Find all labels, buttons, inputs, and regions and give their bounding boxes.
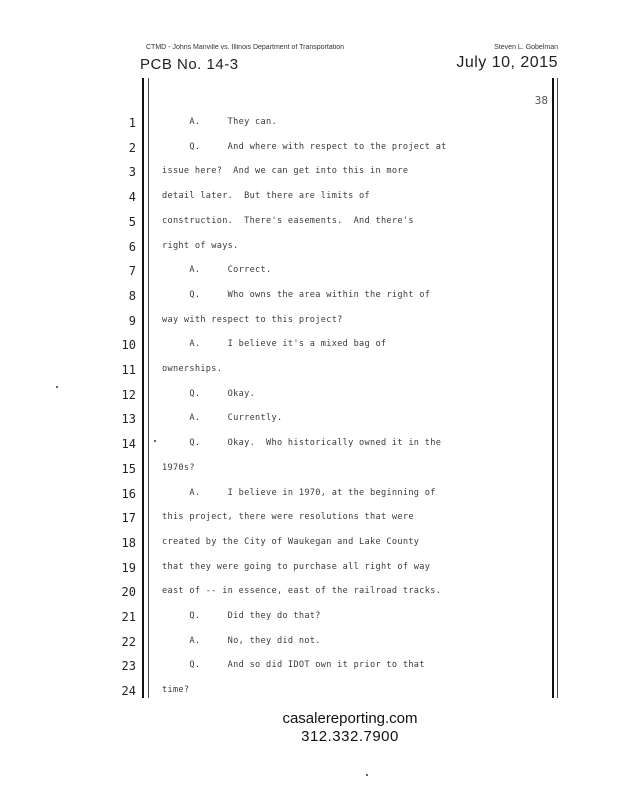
scan-speck xyxy=(154,440,156,442)
line-number: 5 xyxy=(128,214,136,229)
line-text: ownerships. xyxy=(162,364,223,374)
transcript-line xyxy=(0,437,618,461)
line-number: 10 xyxy=(121,338,136,353)
line-text: 1970s? xyxy=(162,462,195,473)
line-text: issue here? And we can get into this in more xyxy=(162,166,409,177)
scan-speck xyxy=(366,774,368,776)
line-number: 17 xyxy=(121,511,136,526)
line-text: A. I believe it's a mixed bag of xyxy=(162,339,387,350)
transcript-line xyxy=(0,165,618,189)
transcript-line xyxy=(0,659,618,683)
transcript-line xyxy=(0,412,618,436)
transcript-line xyxy=(0,240,618,264)
line-number: 22 xyxy=(121,634,136,649)
line-text: A. No, they did not. xyxy=(162,635,321,646)
line-text: detail later. But there are limits of xyxy=(162,191,371,202)
line-text: Q. Okay. Who historically owned it in the xyxy=(162,438,442,449)
line-number: 20 xyxy=(121,585,136,600)
line-number: 4 xyxy=(128,190,136,205)
line-text: A. They can. xyxy=(162,117,277,127)
line-number: 2 xyxy=(128,140,136,155)
case-caption: CTMD - Johns Manville vs. Illinois Department of Transportation xyxy=(146,44,345,51)
line-number: 7 xyxy=(128,264,136,279)
transcript-line xyxy=(0,462,618,486)
transcript-line xyxy=(0,289,618,313)
transcript-line xyxy=(0,338,618,362)
scan-speck xyxy=(56,386,58,388)
line-text: this project, there were resolutions that were xyxy=(162,512,414,523)
line-text: A. Correct. xyxy=(162,265,272,276)
line-number: 3 xyxy=(128,165,136,180)
line-number: 18 xyxy=(121,535,136,550)
transcript-line xyxy=(0,314,618,338)
line-number: 13 xyxy=(121,412,136,427)
line-text: Q. And where with respect to the project at xyxy=(162,141,447,152)
line-number: 21 xyxy=(121,610,136,624)
line-text: construction. There's easements. And there's xyxy=(162,215,414,226)
line-number: 16 xyxy=(121,486,136,501)
line-number: 12 xyxy=(121,387,136,402)
transcript-line xyxy=(0,610,618,634)
line-text: A. I believe in 1970, at the beginning of xyxy=(162,487,436,498)
transcript-date: July 10, 2015 xyxy=(456,54,558,71)
line-text: created by the City of Waukegan and Lake County xyxy=(162,536,420,547)
line-number: 19 xyxy=(121,560,136,575)
transcript-line xyxy=(0,511,618,535)
footer-phone: 312.332.7900 xyxy=(301,728,399,745)
footer-website: casalereporting.com xyxy=(282,710,418,727)
line-number: 23 xyxy=(121,659,136,674)
transcript-line xyxy=(0,141,618,165)
witness-name: Steven L. Gobelman xyxy=(494,44,558,51)
line-number: 24 xyxy=(121,684,136,699)
line-text: Q. Who owns the area within the right of xyxy=(162,289,431,300)
transcript-line xyxy=(0,536,618,560)
transcript-line xyxy=(0,388,618,412)
case-number: PCB No. 14-3 xyxy=(140,56,239,73)
line-text: time? xyxy=(162,685,190,696)
line-number: 8 xyxy=(128,288,136,303)
line-text: right of ways. xyxy=(162,240,239,251)
line-number: 9 xyxy=(128,313,136,328)
line-text: way with respect to this project? xyxy=(162,314,343,325)
line-text: A. Currently. xyxy=(162,413,283,424)
line-text: east of -- in essence, east of the railroad tracks. xyxy=(162,586,442,597)
line-text: that they were going to purchase all right of way xyxy=(162,561,431,572)
transcript-line xyxy=(0,363,618,387)
transcript-line xyxy=(0,585,618,609)
transcript-line xyxy=(0,684,618,708)
transcript-line xyxy=(0,561,618,585)
line-text: Q. Okay. xyxy=(162,388,256,399)
line-number: 1 xyxy=(128,116,136,130)
transcript-line xyxy=(0,264,618,288)
transcript-line xyxy=(0,215,618,239)
line-number: 15 xyxy=(121,461,136,476)
line-text: Q. Did they do that? xyxy=(162,611,321,621)
line-number: 14 xyxy=(121,437,136,452)
transcript-line xyxy=(0,116,618,140)
line-number: 11 xyxy=(121,363,136,377)
line-text: Q. And so did IDOT own it prior to that xyxy=(162,660,425,671)
transcript-line xyxy=(0,190,618,214)
line-number: 6 xyxy=(128,239,136,254)
transcript-line xyxy=(0,635,618,659)
page-number: 38 xyxy=(534,94,548,107)
transcript-line xyxy=(0,487,618,511)
